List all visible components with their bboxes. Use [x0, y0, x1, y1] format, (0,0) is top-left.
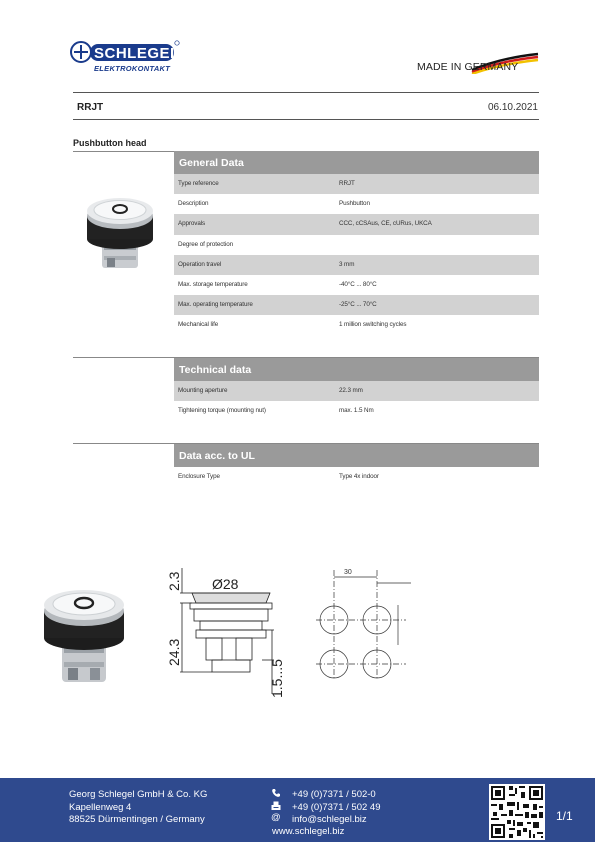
general-data-rows [174, 174, 539, 336]
row-key: Enclosure Type [178, 473, 220, 480]
technical-data-rows [174, 381, 539, 421]
general-data-table [174, 151, 539, 336]
phone-number: +49 (0)7371 / 502-0 [292, 789, 376, 800]
row-value: CCC, cCSAus, CE, cURus, UKCA [339, 220, 432, 228]
product-photo-small [80, 184, 160, 274]
row-value: -40°C ... 80°C [339, 280, 377, 288]
svg-text:SCHLEGEL: SCHLEGEL [94, 45, 180, 62]
dim-diameter-label: Ø28 [212, 576, 239, 592]
row-value: 1 million switching cycles [339, 321, 407, 329]
fax-icon [271, 801, 281, 811]
technical-drawing-holes [306, 565, 416, 685]
footer-contact [292, 789, 380, 827]
header-divider [73, 92, 539, 93]
company-city: 88525 Dürmentingen / Germany [69, 814, 205, 825]
ul-data-title: Data acc. to UL [174, 444, 539, 467]
table-row [174, 194, 539, 214]
row-value: 22.3 mm [339, 387, 363, 394]
technical-data-title: Technical data [174, 358, 539, 381]
table-row [174, 381, 539, 401]
row-key: Type reference [178, 180, 219, 187]
row-key: Tightening torque (mounting nut) [178, 407, 266, 415]
table-row [174, 255, 539, 275]
row-value: -25°C ... 70°C [339, 301, 377, 309]
page-number: 1/1 [556, 809, 573, 823]
table-row [174, 174, 539, 194]
phone-icon [271, 788, 281, 798]
general-data-title: General Data [174, 151, 539, 174]
row-key: Mechanical life [178, 321, 219, 329]
row-key: Approvals [178, 220, 206, 228]
technical-drawing-side [162, 560, 292, 700]
row-key: Max. storage temperature [178, 280, 248, 288]
header-divider-bottom [73, 119, 539, 120]
made-in-label: MADE IN GERMANY [417, 61, 519, 73]
table-row [174, 275, 539, 295]
dim-spacing-label: 30 [344, 569, 352, 576]
row-value: RRJT [339, 180, 355, 187]
product-code: RRJT [77, 102, 104, 113]
table-row [174, 467, 539, 487]
row-value: 3 mm [339, 260, 355, 268]
email-link[interactable]: info@schlegel.biz [292, 814, 367, 825]
table-row [174, 235, 539, 255]
table-row [174, 401, 539, 421]
document-date: 06.10.2021 [487, 102, 538, 113]
brand-subtitle: ELEKTROKONTAKT [94, 64, 171, 73]
ul-data-rows [174, 467, 539, 487]
row-value: Pushbutton [339, 200, 370, 208]
row-key: Max. operating temperature [178, 301, 253, 309]
dim-range-label: 1.5...5 [269, 659, 285, 698]
ul-data-table [174, 444, 539, 487]
technical-data-table [174, 358, 539, 421]
qr-code [489, 784, 545, 840]
company-street: Kapellenweg 4 [69, 801, 132, 813]
email-icon: @ [271, 812, 281, 823]
dim-top-label: 2.3 [166, 571, 182, 591]
section-title: Pushbutton head [73, 138, 147, 148]
table-row [174, 214, 539, 234]
table-row [174, 315, 539, 335]
dim-height-label: 24.3 [166, 638, 182, 666]
fax-number: +49 (0)7371 / 502 49 [292, 801, 381, 813]
row-key: Degree of protection [178, 240, 234, 248]
table-row [174, 295, 539, 315]
row-value [339, 235, 539, 255]
row-value: Type 4x indoor [339, 473, 379, 480]
product-photo-large [36, 578, 132, 688]
website-link[interactable]: www.schlegel.biz [272, 826, 345, 837]
row-key: Operation travel [178, 260, 222, 268]
company-name: Georg Schlegel GmbH & Co. KG [69, 789, 208, 800]
row-value: max. 1.5 Nm [339, 407, 374, 415]
footer-address [69, 789, 207, 827]
row-key: Description [178, 200, 209, 208]
row-key: Mounting aperture [178, 387, 228, 394]
